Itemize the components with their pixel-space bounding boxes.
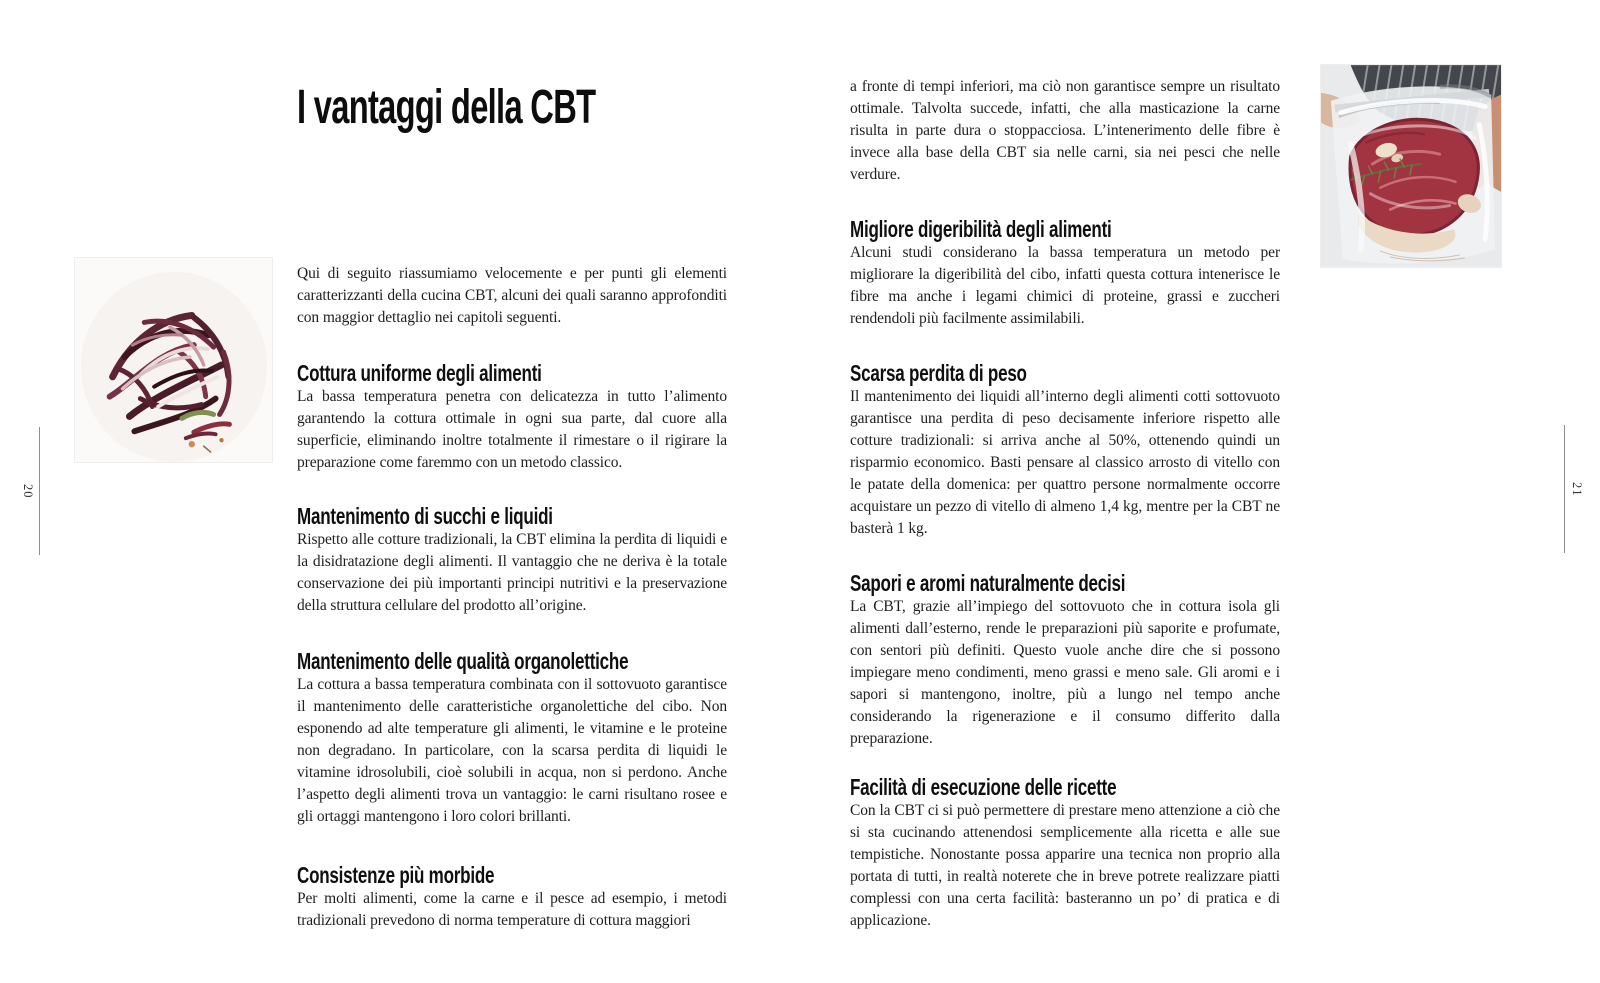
section-heading: Mantenimento di succhi e liquidi xyxy=(297,503,553,530)
section-heading: Mantenimento delle qualità organolettiche xyxy=(297,648,629,675)
left-folio-rule xyxy=(39,427,40,555)
section-body: Il mantenimento dei liquidi all’interno degli alimenti cotti sottovuoto garantisce una perdita di peso decisamente inferiore rispetto alle cotture tradizionali: si arriva anche al 50%, ottenendo quindi un risparmio economico. Basti pensare al classico arrosto di vitello con le patate della domenica: per quattro persone normalmente occorre acquistare un pezzo di vitello di almeno 1,4 kg, mentre per la CBT ne basterà 1 kg. xyxy=(850,387,1280,537)
section-heading: Consistenze più morbide xyxy=(297,862,495,889)
section-body: Rispetto alle cotture tradizionali, la CBT elimina la perdita di liquidi e la disidratazione degli alimenti. Il vantaggio che ne deriva è la totale conservazione dei più importanti principi nutritivi e la preservazione della struttura cellulare del prodotto all’origine. xyxy=(297,530,727,614)
section-heading: Cottura uniforme degli alimenti xyxy=(297,360,542,387)
right-text-column xyxy=(850,0,1280,983)
photo-steak-vacuum-bag xyxy=(1320,64,1502,268)
left-page-number: 20 xyxy=(21,483,35,499)
continuation-paragraph: a fronte di tempi inferiori, ma ciò non garantisce sempre un risultato ottimale. Talvolta succede, infatti, che alla masticazione la carne risulta in parte dura o stoppacciosa. L’intenerimento delle fibre è invece alla base della CBT sia nelle carni, sia nei pesci che nelle verdure. xyxy=(850,77,1280,183)
left-page-folio xyxy=(20,427,40,555)
section-body: La bassa temperatura penetra con delicatezza in tutto l’alimento garantendo la cottura ottimale in ogni sua parte, dal cuore alla superficie, eliminando inoltre totalmente il rimestare o il rigirare la preparazione come faremmo con un metodo classico. xyxy=(297,387,727,471)
right-page xyxy=(800,0,1600,983)
radicchio-illustration xyxy=(75,258,272,462)
section-heading: Scarsa perdita di peso xyxy=(850,360,1027,387)
right-folio-rule xyxy=(1564,425,1565,553)
section-heading: Migliore digeribilità degli alimenti xyxy=(850,216,1112,243)
right-page-number: 21 xyxy=(1570,481,1584,497)
section-body: La cottura a bassa temperatura combinata con il sottovuoto garantisce il mantenimento delle caratteristiche organolettiche del cibo. Non esponendo ad alte temperature gli alimenti, le vitamine e le proteine non degradano. In particolare, con la scarsa perdita di liquidi le vitamine idrosolubili, cioè solubili in acqua, non si perdono. Anche l’aspetto degli alimenti trova un vantaggio: le carni risultano rosee e gli ortaggi mantengono i loro colori brillanti. xyxy=(297,675,727,825)
section-body: Con la CBT ci si può permettere di prestare meno attenzione a ciò che si sta cucinando attenendosi semplicemente alla ricetta e alle sue tempistiche. Nonostante possa apparire una tecnica non proprio alla portata di tutti, in realtà noterete che in breve potrete realizzare piatti complessi con una certa facilità: basteranno un po’ di pratica e di applicazione. xyxy=(850,801,1280,929)
right-page-folio xyxy=(1564,425,1584,553)
steak-illustration xyxy=(1321,65,1501,267)
left-text-column xyxy=(297,0,727,983)
section-body: Alcuni studi considerano la bassa temperatura un metodo per migliorare la digeribilità del cibo, infatti questa cottura intenerisce le fibre ma anche i legami chimici di proteine, grassi e zuccheri rendendoli più facilmente assimilabili. xyxy=(850,243,1280,327)
section-body: Per molti alimenti, come la carne e il pesce ad esempio, i metodi tradizionali prevedono di norma temperature di cottura maggiori xyxy=(297,889,727,929)
photo-radicchio-vacuum-bag xyxy=(74,257,273,463)
section-heading: Facilità di esecuzione delle ricette xyxy=(850,774,1117,801)
section-body: La CBT, grazie all’impiego del sottovuoto che in cottura isola gli alimenti dall’esterno, rende le preparazioni più saporite e profumate, con sentori più definiti. Questo vuole anche dire che si possono impiegare meno condimenti, meno grassi e meno sale. Gli aromi e i sapori si mantengono, inoltre, più a lungo nel tempo anche considerando la rigenerazione e il consumo differito dalla preparazione. xyxy=(850,597,1280,747)
page-title: I vantaggi della CBT xyxy=(297,81,596,135)
intro-paragraph: Qui di seguito riassumiamo velocemente e per punti gli elementi caratterizzanti della cucina CBT, alcuni dei quali saranno approfonditi con maggior dettaglio nei capitoli seguenti. xyxy=(297,264,727,326)
section-heading: Sapori e aromi naturalmente decisi xyxy=(850,570,1126,597)
